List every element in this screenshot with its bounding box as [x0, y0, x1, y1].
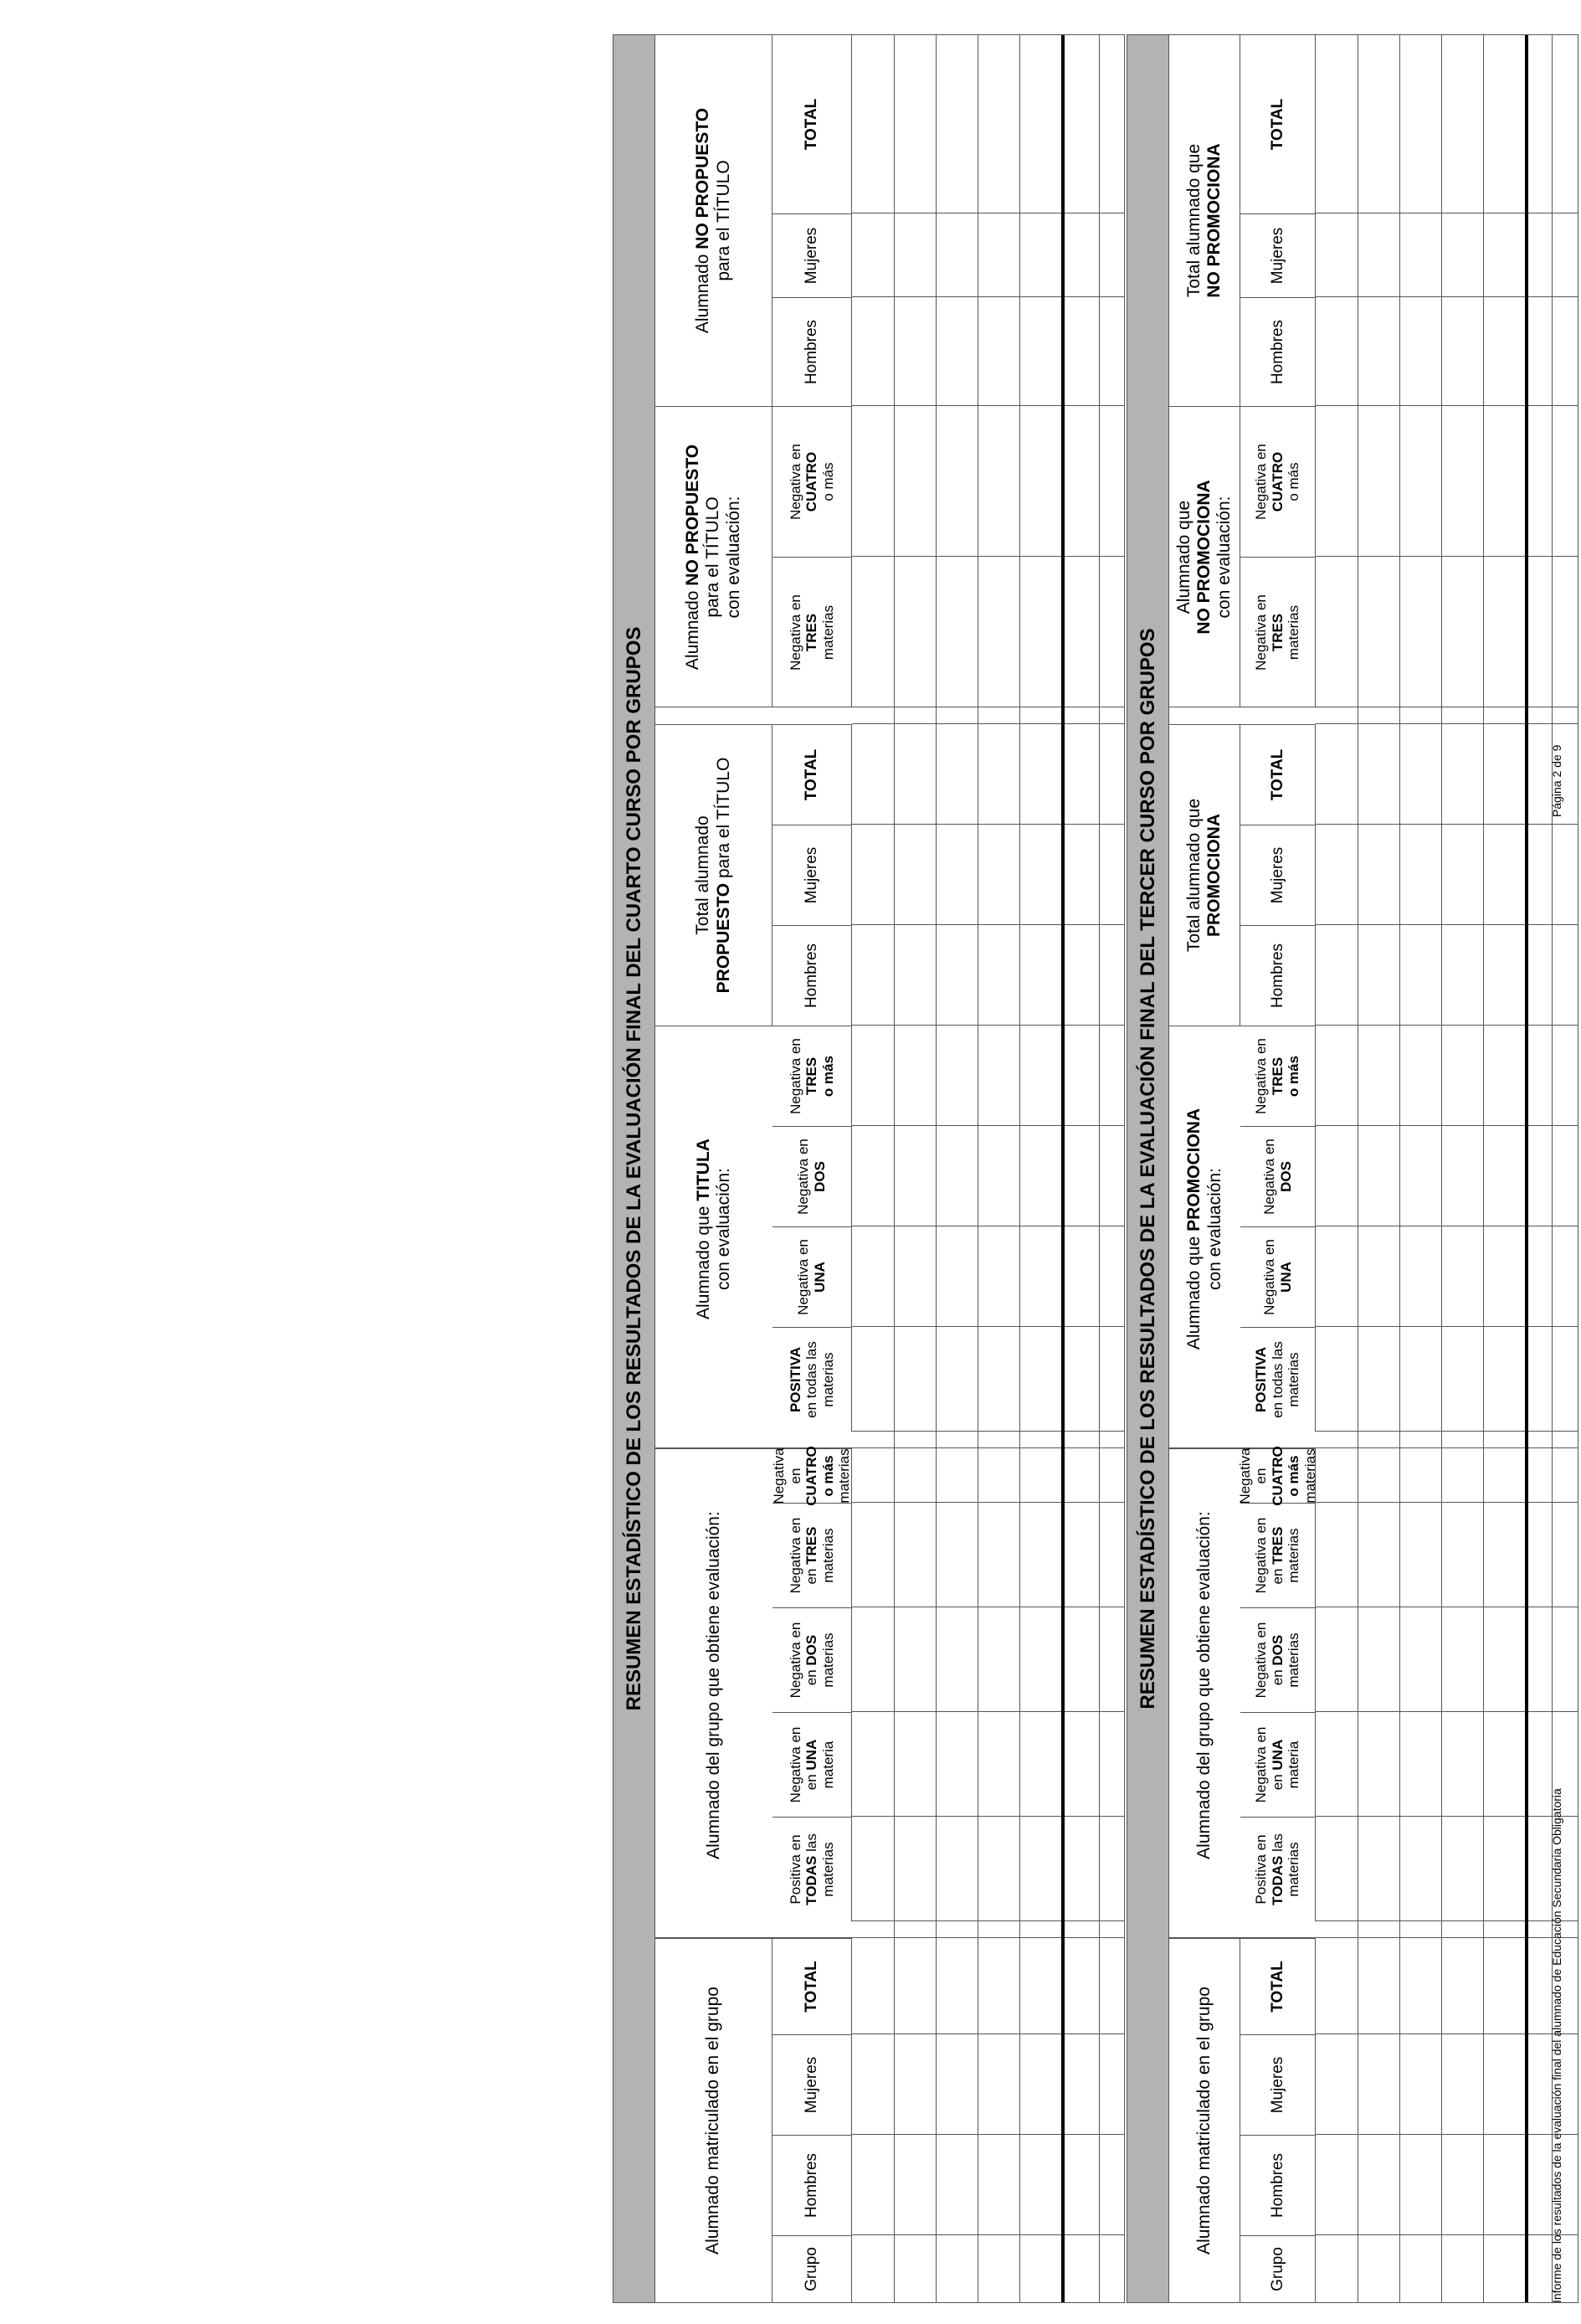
n2c: o más — [1286, 462, 1302, 501]
n2b: CUATRO — [803, 451, 820, 512]
gap-line — [1169, 1447, 1578, 1448]
col-tit-positiva — [773, 1327, 852, 1432]
col-line — [1316, 1502, 1578, 1503]
p3b: DOS — [812, 1161, 828, 1192]
e4b: TRES — [803, 1526, 820, 1565]
n1b: TRES — [1269, 613, 1286, 652]
hombres-label: Hombres — [1268, 2152, 1286, 2219]
e1a: Positiva en — [787, 1834, 803, 1905]
promociona-label-a: Alumnado que — [1184, 1236, 1204, 1350]
total-promociona-label — [1184, 799, 1224, 952]
col-line — [852, 723, 1124, 724]
footer-document-title: Informe de los resultados de la evaluación final del alumnado de Educación Secundaria Obligatoria — [1550, 1788, 1563, 2303]
total-no-propuesto-group-header — [655, 35, 773, 406]
prom-una-label — [1261, 1227, 1294, 1327]
col-line — [852, 1502, 1124, 1503]
col-line — [852, 405, 1124, 406]
e5a: Negativa en — [771, 1447, 803, 1504]
e2c: materia — [1286, 1740, 1302, 1789]
total-no-promociona-label-a: Total alumnado que — [1183, 143, 1204, 298]
total-no-promociona-label-b: NO PROMOCIONA — [1204, 143, 1224, 298]
row-line — [936, 35, 937, 2302]
e1c: las materias — [1269, 1833, 1302, 1897]
col-line — [852, 1431, 1124, 1432]
n1c: materias — [1286, 604, 1302, 661]
p4b: TRES — [1269, 1057, 1286, 1096]
col-np-tres — [1240, 557, 1316, 707]
e3a: Negativa en — [787, 1622, 803, 1699]
n2b: CUATRO — [1269, 451, 1286, 512]
negativa-una-label: Negativa en en UNA materia — [1253, 1726, 1302, 1803]
col-mujeres — [773, 2034, 852, 2135]
col-line — [1316, 556, 1578, 557]
e3b: DOS — [1269, 1634, 1286, 1666]
tercer-title: RESUMEN ESTADÍSTICO DE LOS RESULTADOS DE LA EVALUACIÓN FINAL DEL TERCER CURSO POR GRUPOS — [1127, 35, 1169, 2302]
col-line — [1316, 1431, 1578, 1432]
col-tp-hombres — [1240, 925, 1316, 1026]
col-line — [852, 1711, 1124, 1712]
gap-line — [655, 1447, 1124, 1448]
col-line — [852, 296, 1124, 297]
col-negativa-dos — [1240, 1607, 1316, 1712]
col-negativa-cuatro — [1236, 1446, 1318, 1506]
col-tp-hombres — [773, 925, 852, 1026]
p2b: UNA — [1277, 1262, 1294, 1293]
negativa-cuatro-label — [1237, 1446, 1319, 1505]
titula-label-b: TITULA — [693, 1139, 713, 1201]
tit-tres-label — [788, 1026, 837, 1126]
negativa-una-label: Negativa en en UNA materia — [787, 1726, 836, 1803]
e5b: CUATRO o más — [1269, 1446, 1302, 1506]
total-promociona-group-header — [1169, 724, 1240, 1026]
negativa-dos-label: Negativa en en DOS materias — [1253, 1622, 1302, 1699]
prom-positiva-label — [1253, 1328, 1302, 1432]
row-line — [894, 35, 895, 2302]
no-promociona-label-a: Alumnado que — [1173, 500, 1193, 614]
total-promociona-label-b: PROMOCIONA — [1204, 814, 1224, 937]
p1b: en todas las materias — [1269, 1341, 1302, 1418]
p1b: en todas las materias — [803, 1341, 836, 1418]
e5b: CUATRO o más — [803, 1446, 836, 1506]
col-prom-dos — [1240, 1126, 1316, 1226]
matriculado-group-header — [655, 1938, 773, 2302]
e1c: las materias — [803, 1833, 836, 1897]
e5a: Negativa en — [1236, 1447, 1270, 1504]
p3b: DOS — [1277, 1161, 1294, 1192]
col-line — [1316, 1711, 1578, 1712]
titula-label — [694, 1139, 734, 1319]
total-row-line — [1061, 35, 1065, 2302]
negativa-cuatro-label — [771, 1446, 853, 1505]
p3a: Negativa en — [795, 1139, 812, 1215]
no-propuesto-label-c: para el TÍTULO — [703, 496, 723, 618]
no-propuesto-label-b: NO PROPUESTO — [683, 444, 703, 586]
col-line — [852, 556, 1124, 557]
total-propuesto-label-b: PROPUESTO — [713, 882, 733, 994]
titula-label-c: con evaluación: — [714, 1168, 733, 1290]
no-promociona-label-c: con evaluación: — [1214, 496, 1235, 619]
titula-group-header — [655, 1026, 773, 1432]
col-grupo — [773, 2235, 852, 2302]
gap-line — [1169, 1937, 1578, 1938]
e1b: TODAS — [1269, 1855, 1286, 1905]
total-propuesto-label-c: para el TÍTULO — [713, 757, 733, 879]
e4c: materias — [819, 1528, 836, 1583]
e3a: Negativa en — [1253, 1622, 1270, 1699]
total-propuesto-label-a: Total alumnado — [693, 815, 713, 935]
col-line — [1316, 1816, 1578, 1817]
total-row-line — [1525, 35, 1528, 2302]
tp-mujeres-label: Mujeres — [803, 846, 821, 904]
col-line — [1316, 2134, 1578, 2135]
e2a: Negativa en — [787, 1726, 803, 1803]
p4c: o más — [1286, 1055, 1302, 1098]
total-no-propuesto-label-b: NO PROPUESTO — [693, 107, 713, 249]
no-propuesto-label-a: Alumnado — [683, 590, 703, 671]
evaluacion-label: Alumnado del grupo que obtiene evaluación: — [703, 1511, 723, 1859]
n2a: Negativa en — [787, 444, 803, 520]
n1a: Negativa en — [1253, 594, 1270, 671]
p2a: Negativa en — [795, 1239, 812, 1315]
col-np-cuatro — [1240, 406, 1316, 557]
no-promociona-label — [1174, 480, 1235, 634]
evaluacion-label: Alumnado del grupo que obtiene evaluación: — [1194, 1511, 1214, 1859]
e3c: materias — [819, 1632, 836, 1688]
negativa-tres-label: Negativa en en TRES materias — [1253, 1517, 1302, 1594]
row-line — [1483, 35, 1484, 2302]
tit-positiva-label — [788, 1328, 837, 1432]
col-line — [852, 1125, 1124, 1126]
p4b: TRES — [803, 1057, 820, 1096]
tit-dos-label — [795, 1127, 828, 1226]
np-tres-label — [1253, 594, 1302, 671]
evaluacion-group-header — [1169, 1448, 1240, 1921]
col-negativa-tres — [773, 1503, 852, 1607]
e2b: UNA — [803, 1739, 820, 1771]
e4a: Negativa en — [787, 1517, 803, 1594]
col-line — [1316, 1920, 1578, 1921]
col-line — [1316, 924, 1578, 925]
tnp-mujeres-label: Mujeres — [1268, 227, 1286, 285]
total-promociona-label-a: Total alumnado que — [1183, 798, 1204, 953]
total-label: TOTAL — [803, 1961, 821, 2013]
positiva-todas-label — [788, 1818, 837, 1921]
col-negativa-una — [1240, 1712, 1316, 1817]
tercer-curso-table — [1127, 34, 1578, 2303]
p4c: o más — [819, 1055, 836, 1098]
no-promociona-label-b: NO PROMOCIONA — [1193, 480, 1214, 635]
col-negativa-cuatro — [771, 1446, 853, 1506]
col-tnp-hombres — [1240, 297, 1316, 406]
negativa-tres-label: Negativa en en TRES materias — [787, 1517, 836, 1594]
col-tp-mujeres — [773, 825, 852, 925]
col-np-tres — [773, 557, 852, 707]
cuarto-curso-table — [613, 34, 1125, 2303]
tnp-mujeres-label: Mujeres — [803, 227, 821, 285]
col-prom-tres — [1240, 1026, 1316, 1126]
p4a: Negativa en — [1253, 1038, 1270, 1114]
col-line — [1316, 1125, 1578, 1126]
e5c: materias — [1301, 1448, 1318, 1504]
np-cuatro-label — [788, 444, 837, 520]
gap-line — [655, 1937, 1124, 1938]
tnp-hombres-label: Hombres — [803, 319, 821, 385]
col-mujeres — [1240, 2034, 1316, 2135]
col-line — [852, 824, 1124, 825]
np-tres-label — [788, 594, 837, 671]
tnp-hombres-label: Hombres — [1268, 319, 1286, 385]
e3b: DOS — [803, 1634, 820, 1666]
n2c: o más — [819, 462, 836, 501]
p4a: Negativa en — [787, 1038, 803, 1114]
n1c: materias — [819, 604, 836, 661]
col-negativa-dos — [773, 1607, 852, 1712]
no-promociona-group-header — [1169, 406, 1240, 707]
total-propuesto-label — [693, 758, 733, 994]
tnp-total-label: TOTAL — [1268, 98, 1286, 151]
prom-tres-label — [1253, 1026, 1302, 1126]
p1a: POSITIVA — [787, 1346, 803, 1413]
tnp-total-label: TOTAL — [803, 98, 821, 151]
row-line — [1399, 35, 1400, 2302]
total-label: TOTAL — [1268, 1961, 1286, 2013]
total-no-promociona-label — [1184, 143, 1224, 297]
np-cuatro-label — [1253, 444, 1302, 520]
col-tit-una — [773, 1226, 852, 1327]
total-no-propuesto-label — [693, 108, 733, 333]
positiva-todas-label — [1253, 1818, 1302, 1921]
mujeres-label: Mujeres — [1268, 2056, 1286, 2114]
row-line — [1019, 35, 1020, 2302]
col-tit-dos — [773, 1126, 852, 1226]
total-no-propuesto-label-c: para el TÍTULO — [713, 160, 733, 281]
matriculado-label: Alumnado matriculado en el grupo — [1193, 1987, 1214, 2255]
tp-hombres-label: Hombres — [803, 943, 821, 1009]
col-total — [773, 1938, 852, 2034]
col-tnp-total — [773, 35, 852, 213]
total-no-promociona-group-header — [1169, 35, 1240, 406]
hombres-label: Hombres — [803, 2152, 821, 2219]
tp-total-label: TOTAL — [803, 748, 821, 801]
col-prom-positiva — [1240, 1327, 1316, 1432]
col-line — [852, 1025, 1124, 1026]
col-prom-una — [1240, 1226, 1316, 1327]
e4c: materias — [1286, 1528, 1302, 1583]
col-line — [1316, 1326, 1578, 1327]
n1a: Negativa en — [787, 594, 803, 671]
tp-hombres-label: Hombres — [1268, 943, 1286, 1009]
col-negativa-una — [773, 1712, 852, 1817]
col-line — [852, 1920, 1124, 1921]
n2a: Negativa en — [1253, 444, 1270, 520]
promociona-label — [1184, 1108, 1224, 1350]
promociona-label-b: PROMOCIONA — [1184, 1108, 1204, 1231]
col-tp-total — [1240, 724, 1316, 825]
e1a: Positiva en — [1253, 1834, 1270, 1905]
e2b: UNA — [1269, 1739, 1286, 1771]
col-tnp-total — [1240, 35, 1316, 213]
matriculado-group-header — [1169, 1938, 1240, 2302]
row-line — [1099, 35, 1100, 2302]
no-propuesto-label-d: con evaluación: — [723, 496, 743, 619]
col-line — [852, 2234, 1124, 2235]
e4b: TRES — [1269, 1526, 1286, 1565]
col-tnp-hombres — [773, 297, 852, 406]
e2c: materia — [819, 1740, 836, 1789]
col-tnp-mujeres — [1240, 213, 1316, 297]
col-line — [1316, 296, 1578, 297]
negativa-dos-label: Negativa en en DOS materias — [787, 1622, 836, 1699]
col-tp-total — [773, 724, 852, 825]
e2a: Negativa en — [1253, 1726, 1270, 1803]
grupo-label: Grupo — [803, 2247, 821, 2291]
tp-total-label: TOTAL — [1268, 748, 1286, 801]
total-propuesto-group-header — [655, 724, 773, 1026]
col-positiva-todas — [1240, 1817, 1316, 1921]
col-line — [1316, 723, 1578, 724]
col-line — [1316, 2234, 1578, 2235]
p1a: POSITIVA — [1253, 1346, 1270, 1413]
col-hombres — [773, 2135, 852, 2235]
e3c: materias — [1286, 1632, 1302, 1688]
e4a: Negativa en — [1253, 1517, 1270, 1594]
col-line — [852, 1816, 1124, 1817]
row-line — [1441, 35, 1442, 2302]
n1b: TRES — [803, 613, 820, 652]
tit-una-label — [795, 1227, 828, 1327]
no-propuesto-label — [683, 445, 743, 670]
evaluacion-group-header — [655, 1448, 773, 1921]
prom-dos-label — [1261, 1127, 1294, 1226]
col-line — [1316, 1025, 1578, 1026]
total-no-propuesto-label-a: Alumnado — [693, 254, 713, 334]
no-propuesto-group-header — [655, 406, 773, 707]
tp-mujeres-label: Mujeres — [1268, 846, 1286, 904]
p2a: Negativa en — [1260, 1239, 1277, 1315]
footer-page-number: Página 2 de 9 — [1550, 744, 1563, 817]
col-total — [1240, 1938, 1316, 2034]
col-line — [852, 924, 1124, 925]
col-line — [852, 1326, 1124, 1327]
matriculado-label: Alumnado matriculado en el grupo — [703, 1987, 723, 2255]
mujeres-label: Mujeres — [803, 2056, 821, 2114]
promociona-label-c: con evaluación: — [1204, 1168, 1224, 1290]
col-grupo — [1240, 2235, 1316, 2302]
grupo-label: Grupo — [1268, 2247, 1286, 2291]
e5c: materias — [836, 1448, 853, 1504]
col-positiva-todas — [773, 1817, 852, 1921]
col-tit-tres — [773, 1026, 852, 1126]
cuarto-title: RESUMEN ESTADÍSTICO DE LOS RESULTADOS DE LA EVALUACIÓN FINAL DEL CUARTO CURSO POR GRUPOS — [613, 35, 655, 2302]
e1b: TODAS — [803, 1855, 820, 1905]
col-np-cuatro — [773, 406, 852, 557]
col-line — [1316, 824, 1578, 825]
col-line — [1316, 405, 1578, 406]
col-hombres — [1240, 2135, 1316, 2235]
promociona-group-header — [1169, 1026, 1240, 1432]
p3a: Negativa en — [1260, 1139, 1277, 1215]
col-line — [852, 2134, 1124, 2135]
col-tnp-mujeres — [773, 213, 852, 297]
p2b: UNA — [812, 1262, 828, 1293]
col-negativa-tres — [1240, 1503, 1316, 1607]
titula-label-a: Alumnado que — [693, 1206, 713, 1319]
col-tp-mujeres — [1240, 825, 1316, 925]
